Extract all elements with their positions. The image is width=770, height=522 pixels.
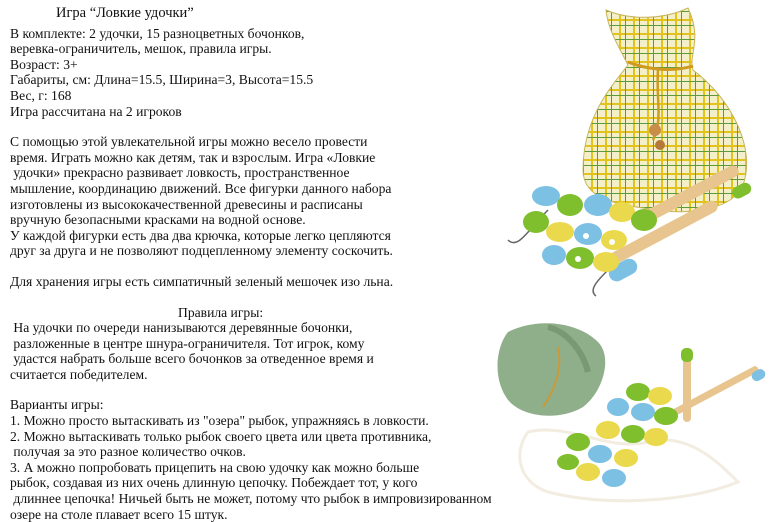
- spec-line: Габариты, см: Длина=15.5, Ширина=3, Высота=15.5: [10, 72, 314, 88]
- rules-line: удастся набрать больше всего бочонков за отведенное время и: [10, 351, 374, 367]
- variants-list: [10, 413, 492, 522]
- rules-line: считается победителем.: [10, 366, 148, 382]
- description-line: удочки» прекрасно развивает ловкость, пространственное: [10, 165, 350, 181]
- rules-line: разложенные в центре шнура-ограничителя. Тот игрок, кому: [10, 335, 365, 351]
- spec-line: Игра рассчитана на 2 игроков: [10, 103, 182, 119]
- description-line: изготовлены из высококачественной древесины и расписаны: [10, 196, 363, 212]
- rules-paragraph: [10, 320, 492, 382]
- spec-line: Вес, г: 168: [10, 87, 72, 103]
- variant-line: озере на столе плавает всего 15 штук.: [10, 506, 228, 522]
- variant-line: 1. Можно просто вытаскивать из "озера" рыбок, упражняясь в ловкости.: [10, 413, 429, 429]
- description-line: вручную безопасными красками на водной основе.: [10, 212, 306, 228]
- page-title: Игра “Ловкие удочки”: [56, 5, 194, 21]
- description-line: мышление, координацию движений. Все фигурки данного набора: [10, 180, 392, 196]
- product-photo-plaid-bag: [488, 0, 770, 312]
- variant-line: рыбок, создавая из них очень длинную цепочку. Побеждает тот, у кого: [10, 475, 418, 491]
- description-line: время. Играть можно как детям, так и взрослым. Игра «Ловкие: [10, 149, 376, 165]
- rules-line: На удочки по очереди нанизываются деревянные бочонки,: [10, 320, 353, 336]
- variant-line: 2. Можно вытаскивать только рыбок своего цвета или цвета противника,: [10, 428, 432, 444]
- specs-list: [10, 26, 492, 120]
- description-paragraph: [10, 134, 492, 259]
- variant-line: получая за это разное количество очков.: [10, 444, 246, 460]
- variants-heading: Варианты игры:: [10, 397, 104, 413]
- variant-line: длиннее цепочка! Ничьей быть не может, потому что рыбок в импровизированном: [10, 491, 492, 507]
- description-line: друг за друга и не позволяют подцепленному элементу соскочить.: [10, 243, 393, 259]
- storage-note: Для хранения игры есть симпатичный зеленый мешочек изо льна.: [10, 273, 394, 289]
- description-line: У каждой фигурки есть два два крючка, которые легко цепляются: [10, 227, 391, 243]
- variant-line: 3. А можно попробовать прицепить на свою удочку как можно больше: [10, 459, 420, 475]
- spec-line: В комплекте: 2 удочки, 15 разноцветных бочонков,: [10, 25, 305, 41]
- spec-line: веревка-ограничитель, мешок, правила игры.: [10, 41, 272, 57]
- rules-heading: Правила игры:: [178, 304, 264, 320]
- product-description: [10, 6, 492, 522]
- description-line: С помощью этой увлекательной игры можно весело провести: [10, 134, 368, 150]
- spec-line: Возраст: 3+: [10, 56, 78, 72]
- product-photo-linen-bag: [488, 312, 770, 513]
